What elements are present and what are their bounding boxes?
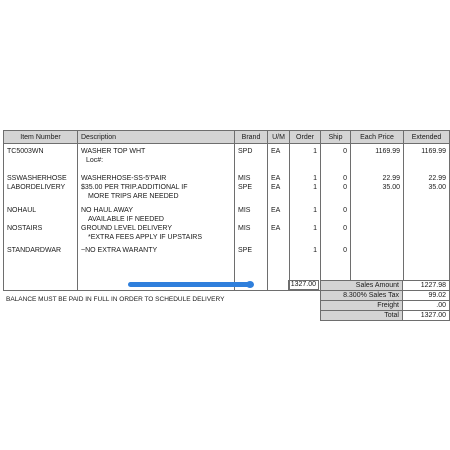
description: ~NO EXTRA WARANTY <box>78 242 235 255</box>
table-row <box>4 156 450 174</box>
summary-row <box>321 311 450 321</box>
table-row <box>4 201 450 215</box>
ship-qty: 0 <box>321 242 351 255</box>
redaction-mark <box>128 282 252 287</box>
sales-amount-value: 1227.98 <box>403 281 450 291</box>
sales-tax-value: 99.02 <box>403 291 450 301</box>
description-continued: MORE TRIPS ARE NEEDED <box>78 192 235 201</box>
order-qty: 1 <box>290 201 321 215</box>
extended-price: 1169.99 <box>404 144 450 157</box>
description: GROUND LEVEL DELIVERY <box>78 224 235 233</box>
table-row <box>4 224 450 233</box>
ship-qty: 0 <box>321 201 351 215</box>
unit: EA <box>268 224 290 233</box>
sales-amount-label: Sales Amount <box>321 281 403 291</box>
table-row <box>4 192 450 201</box>
extended-price: 22.99 <box>404 174 450 183</box>
table-header-row <box>4 131 450 144</box>
each-price: 1169.99 <box>351 144 404 157</box>
col-brand: Brand <box>235 131 268 144</box>
col-item-number: Item Number <box>4 131 78 144</box>
description-continued: *EXTRA FEES APPLY IF UPSTAIRS <box>78 233 235 242</box>
order-qty: 1 <box>290 183 321 192</box>
item-number: LABORDELIVERY <box>4 183 78 192</box>
item-number: SSWASHERHOSE <box>4 174 78 183</box>
table-row <box>4 183 450 192</box>
summary-row <box>321 301 450 311</box>
total-value: 1327.00 <box>403 311 450 321</box>
table-row <box>4 233 450 242</box>
brand: MIS <box>235 224 268 233</box>
unit: EA <box>268 144 290 157</box>
brand: SPD <box>235 144 268 157</box>
unit: EA <box>268 201 290 215</box>
table-row <box>4 174 450 183</box>
summary-row <box>321 281 450 291</box>
balance-message: BALANCE MUST BE PAID IN FULL IN ORDER TO SCHEDULE DELIVERY <box>6 296 225 303</box>
order-qty: 1 <box>290 242 321 255</box>
description: NO HAUL AWAY <box>78 201 235 215</box>
total-label: Total <box>321 311 403 321</box>
description: $35.00 PER TRIP.ADDITIONAL IF <box>78 183 235 192</box>
summary-row <box>321 291 450 301</box>
unit: EA <box>268 174 290 183</box>
table-row <box>4 144 450 157</box>
item-number: NOHAUL <box>4 201 78 215</box>
item-number: STANDARDWAR <box>4 242 78 255</box>
ship-qty: 0 <box>321 174 351 183</box>
ship-qty: 0 <box>321 183 351 192</box>
table-row <box>4 242 450 255</box>
ship-qty: 0 <box>321 144 351 157</box>
extended-price: 35.00 <box>404 183 450 192</box>
each-price: 22.99 <box>351 174 404 183</box>
brand: MIS <box>235 201 268 215</box>
ship-qty: 0 <box>321 224 351 233</box>
order-qty: 1 <box>290 224 321 233</box>
col-description: Description <box>78 131 235 144</box>
description-continued: AVAILABLE IF NEEDED <box>78 215 235 224</box>
col-order: Order <box>290 131 321 144</box>
brand: MIS <box>235 174 268 183</box>
col-each-price: Each Price <box>351 131 404 144</box>
col-extended: Extended <box>404 131 450 144</box>
col-um: U/M <box>268 131 290 144</box>
unit: EA <box>268 183 290 192</box>
line-items-table <box>3 130 450 291</box>
totals-summary <box>320 280 450 321</box>
item-number: NOSTAIRS <box>4 224 78 233</box>
order-qty: 1 <box>290 174 321 183</box>
brand: SPE <box>235 242 268 255</box>
order-qty: 1 <box>290 144 321 157</box>
table-row <box>4 215 450 224</box>
col-ship: Ship <box>321 131 351 144</box>
item-number: TC5003WN <box>4 144 78 157</box>
sales-tax-label: 8.300% Sales Tax <box>321 291 403 301</box>
each-price: 35.00 <box>351 183 404 192</box>
description: WASHER TOP WHT <box>78 144 235 157</box>
order-total-box: 1327.00 <box>288 280 319 290</box>
freight-value: .00 <box>403 301 450 311</box>
freight-label: Freight <box>321 301 403 311</box>
brand: SPE <box>235 183 268 192</box>
location-label: Loc#: <box>78 156 235 174</box>
description: WASHERHOSE-SS-5'PAIR <box>78 174 235 183</box>
